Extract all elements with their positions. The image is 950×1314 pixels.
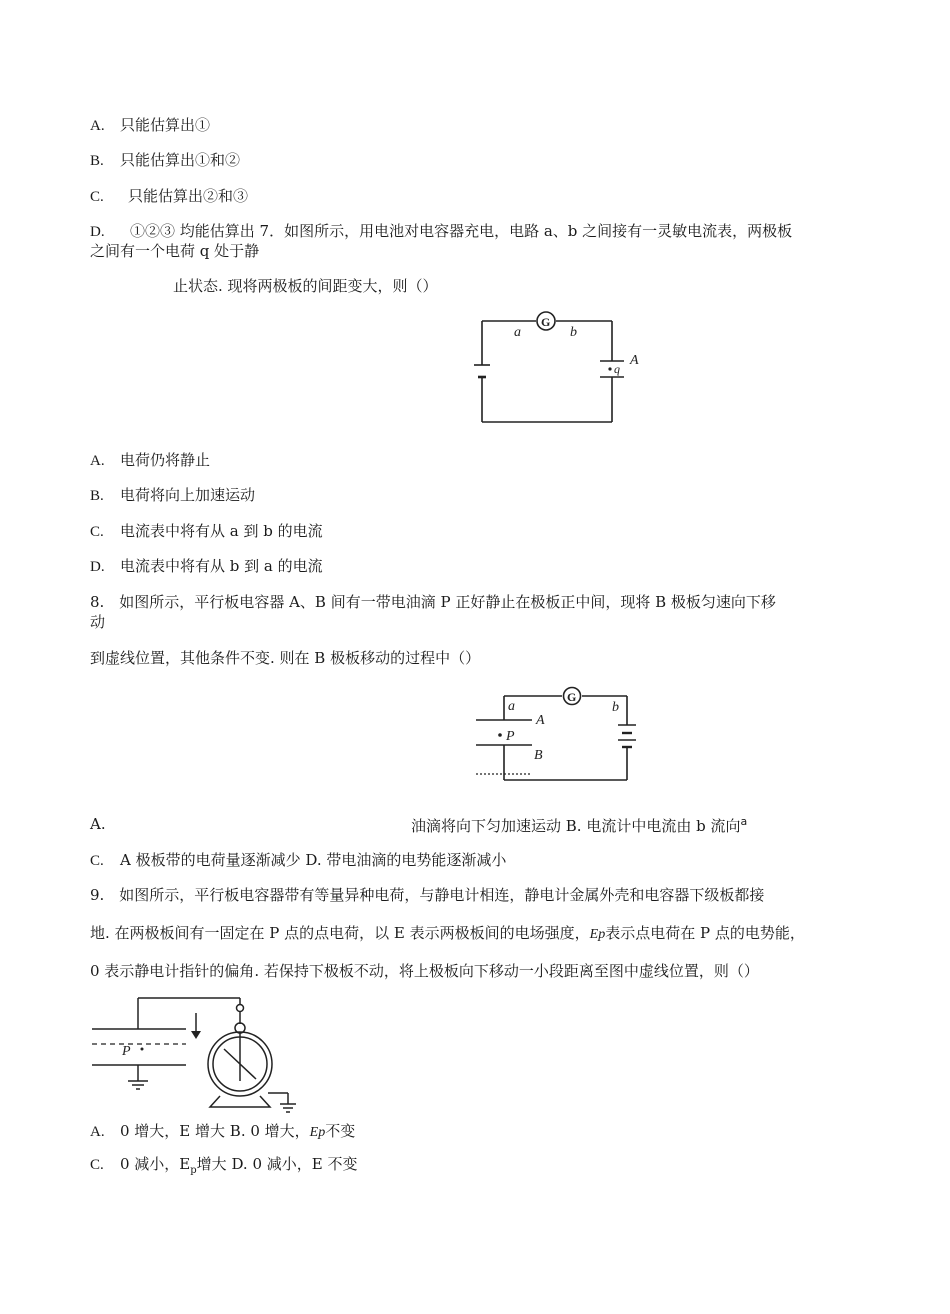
option-text: 电荷仍将静止 [120,451,211,469]
option-label: D. [90,559,105,575]
option-text: 只能估算出① [120,116,211,134]
option-text: 0 减小，E [120,1155,191,1173]
option-text: 电流表中将有从 a 到 b 的电流 [120,522,323,540]
node-a-label: a [508,699,515,714]
option-label: B. [90,153,104,169]
q7-stem-line2: 之间有一个电荷 q 处于静 [90,242,260,260]
q9-option-cd [90,1155,358,1177]
stand [210,1096,270,1107]
q6-option-c [90,187,248,206]
charge-q-label: q [614,362,620,376]
ep-symbol: Ep [309,1125,326,1140]
node-a-label: a [514,325,521,340]
q7-option-d [90,557,323,576]
charge-dot [608,367,611,370]
plate-a-label: A [536,713,545,728]
q7-option-c [90,522,323,541]
q6-option-a [90,116,210,135]
option-label: A. [90,1124,105,1140]
knob-top [237,1005,244,1012]
q8-stem-line3: 到虚线位置，其他条件不变. 则在 B 极板移动的过程中（） [90,649,481,667]
q7-circuit-figure [470,305,650,430]
point-p-dot [141,1048,144,1051]
option-text: 电荷将向上加速运动 [120,486,256,504]
q7-option-b [90,486,255,505]
plate-a-label: A [630,353,639,368]
q7-option-a [90,451,210,470]
node-b-label: b [612,700,619,715]
q8-stem-line1: 8. 如图所示，平行板电容器 A、B 间有一带电油滴 P 正好静止在极板正中间，现将 B 极板匀速向下移 [90,593,776,611]
q6-option-b [90,151,240,170]
option-text: ①②③ 均能估算出 7．如图所示，用电池对电容器充电，电路 a、b 之间接有一灵敏电流表，两极板 [130,222,793,240]
q9-option-ab [90,1122,355,1142]
q9-stem-line3: 0 表示静电计指针的偏角. 若保持下极板不动，将上极板向下移动一小段距离至图中虚线位置，则（） [90,962,759,980]
subscript-p: p [190,1165,197,1176]
option-label: C. [90,524,104,540]
stem-text: 地. 在两极板间有一固定在 P 点的点电荷，以 E 表示两极板间的电场强度， [90,924,590,942]
superscript-a: a [740,815,748,828]
q8-option-cd [90,851,506,870]
q8-option-a-label: A. [90,815,106,833]
q9-stem-line1: 9. 如图所示，平行板电容器带有等量异种电荷，与静电计相连，静电计金属外壳和电容器下级板都接 [90,886,765,904]
q8-circuit-figure [470,683,645,788]
stem-text: 表示点电荷在 P 点的电势能， [605,924,805,942]
galvanometer-g-label: G [541,315,551,329]
q7-stem-line3: 止状态. 现将两极板的间距变大，则（） [173,277,438,295]
option-label: C. [90,189,104,205]
ep-symbol: Ep [589,927,606,942]
option-text: 不变 [325,1122,356,1140]
option-label: C. [90,853,104,869]
option-label: A. [90,118,105,134]
plate-b-label: B [534,748,543,763]
option-text: 增大 D. 0 减小，E 不变 [196,1155,358,1173]
q9-stem-line2 [90,924,805,944]
q8-option-ab [411,815,747,835]
option-text: A 极板带的电荷量逐渐减少 D. 带电油滴的电势能逐渐减小 [120,851,507,869]
q6-option-d [90,222,792,241]
oil-drop-dot [498,733,502,737]
option-label: A. [90,453,105,469]
option-label: B. [90,488,104,504]
option-label: C. [90,1157,104,1173]
point-p-label: P [122,1044,131,1059]
option-text: 只能估算出②和③ [128,187,249,205]
option-text: 只能估算出①和② [120,151,241,169]
q8-stem-line2: 动 [90,613,106,631]
option-text: 油滴将向下匀加速运动 B. 电流计中电流由 b 流向 [411,817,741,835]
galvanometer-g-label: G [567,690,577,704]
option-text: 电流表中将有从 b 到 a 的电流 [120,557,323,575]
arrow-head [191,1031,201,1039]
node-b-label: b [570,325,577,340]
option-label: D. [90,224,105,240]
q9-electroscope-figure [90,993,305,1115]
option-text: 0 增大，E 增大 B. 0 增大， [120,1122,310,1140]
point-p-label: P [506,729,515,744]
